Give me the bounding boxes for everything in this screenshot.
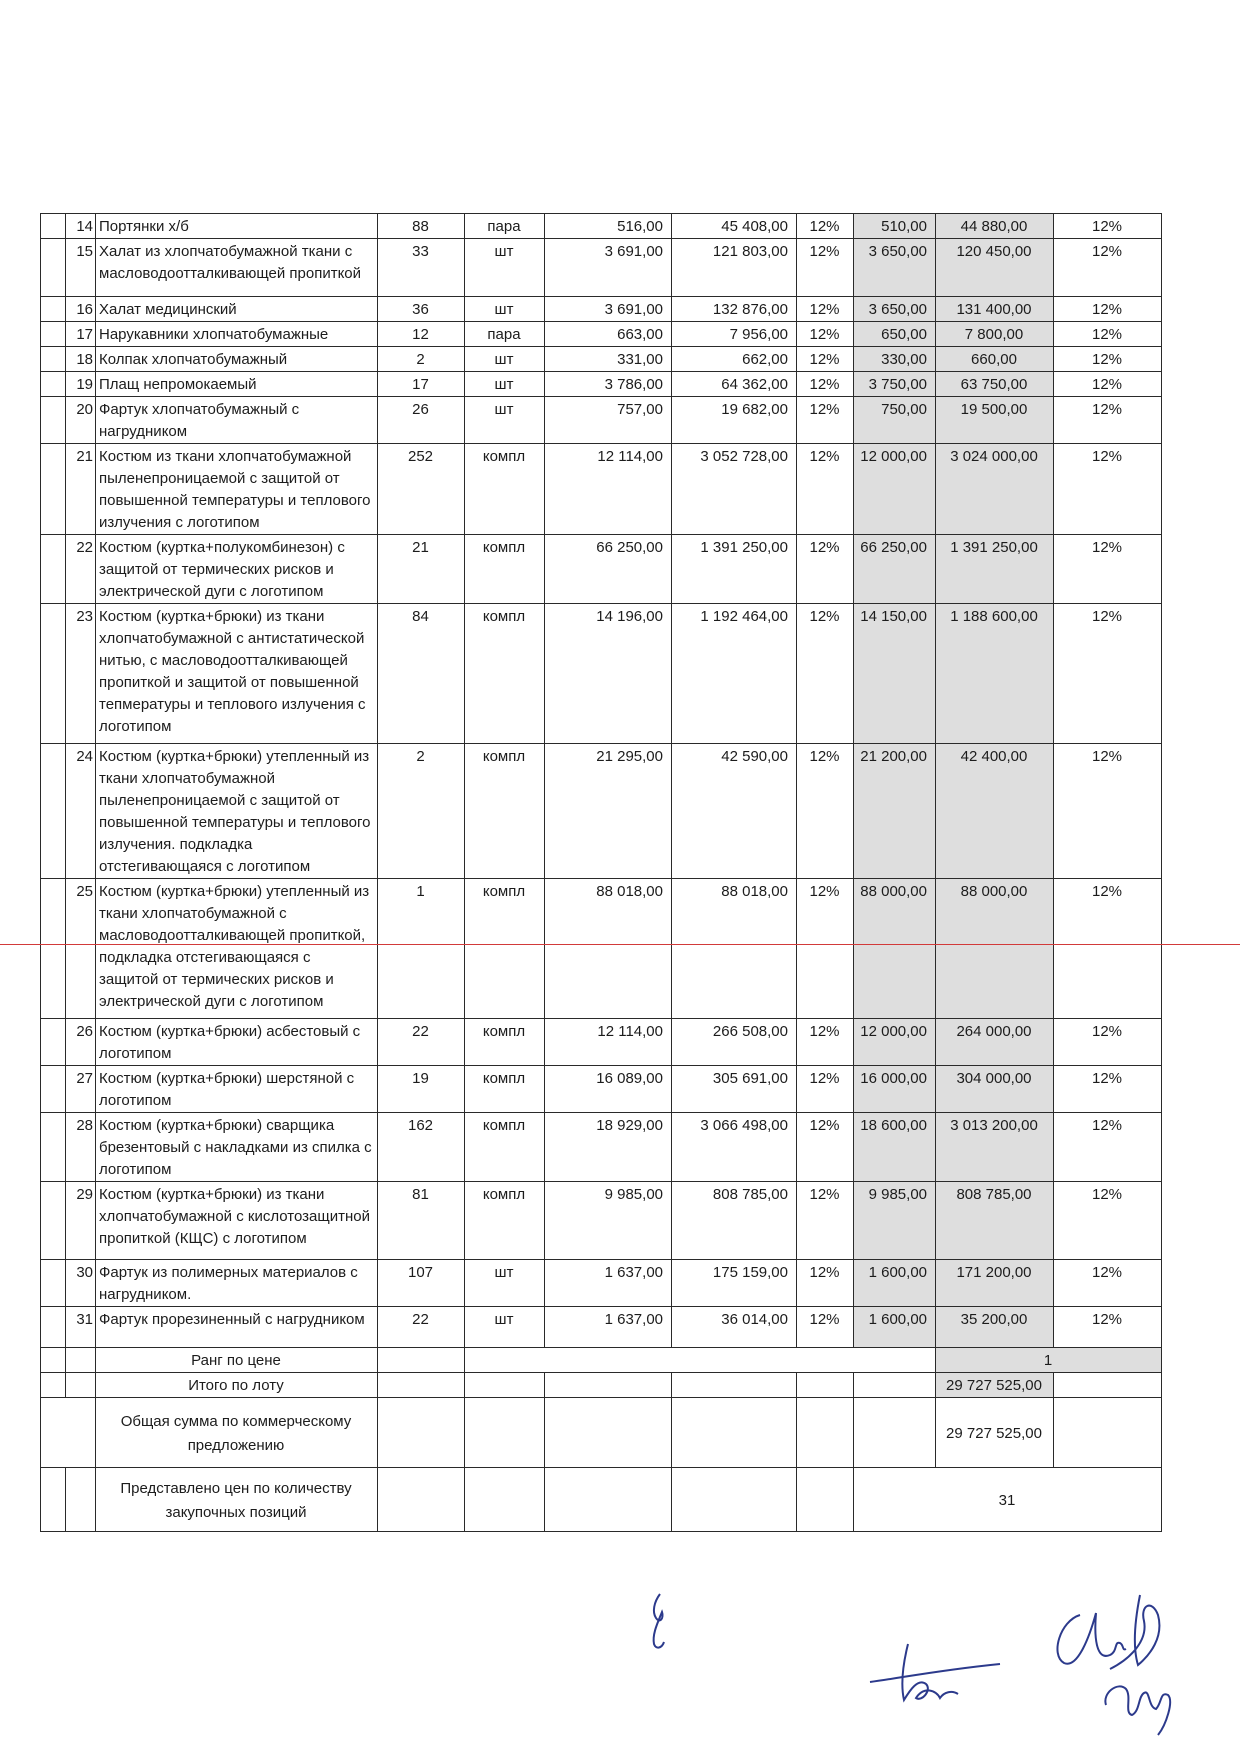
vat-original: 12% xyxy=(797,214,854,239)
item-unit: шт xyxy=(465,297,545,322)
rank-label: Ранг по цене xyxy=(96,1348,378,1373)
item-unit: шт xyxy=(465,239,545,297)
unit-price-original: 663,00 xyxy=(545,322,672,347)
vat-offer: 12% xyxy=(1054,1066,1162,1113)
blank-cell xyxy=(545,1468,672,1532)
positions-count-row xyxy=(41,1468,1162,1532)
vat-original: 12% xyxy=(797,744,854,879)
margin-cell xyxy=(41,744,66,879)
margin-cell xyxy=(41,1307,66,1348)
margin-cell xyxy=(41,347,66,372)
table-row xyxy=(41,1307,1162,1348)
vat-original: 12% xyxy=(797,1066,854,1113)
item-unit: шт xyxy=(465,347,545,372)
total-original: 88 018,00 xyxy=(672,879,797,1019)
total-offer: 88 000,00 xyxy=(936,879,1054,1019)
item-name: Костюм (куртка+брюки) шерстяной с логотипом xyxy=(96,1066,378,1113)
unit-price-offer: 66 250,00 xyxy=(854,535,936,604)
unit-price-offer: 12 000,00 xyxy=(854,444,936,535)
item-name: Плащ непромокаемый xyxy=(96,372,378,397)
vat-offer: 12% xyxy=(1054,444,1162,535)
total-offer: 3 024 000,00 xyxy=(936,444,1054,535)
total-original: 45 408,00 xyxy=(672,214,797,239)
row-number: 23 xyxy=(66,604,96,744)
table-row xyxy=(41,604,1162,744)
table-row xyxy=(41,1113,1162,1182)
total-offer: 264 000,00 xyxy=(936,1019,1054,1066)
item-quantity: 107 xyxy=(378,1260,465,1307)
item-name: Костюм (куртка+брюки) асбестовый с логотипом xyxy=(96,1019,378,1066)
blank-cell xyxy=(465,1468,545,1532)
item-quantity: 84 xyxy=(378,604,465,744)
item-unit: компл xyxy=(465,1182,545,1260)
blank-cell xyxy=(797,1468,854,1532)
unit-price-original: 3 691,00 xyxy=(545,297,672,322)
blank-cell xyxy=(378,1373,465,1398)
table-row xyxy=(41,444,1162,535)
total-offer: 171 200,00 xyxy=(936,1260,1054,1307)
margin-cell xyxy=(41,214,66,239)
margin-cell xyxy=(41,322,66,347)
total-original: 808 785,00 xyxy=(672,1182,797,1260)
row-number: 26 xyxy=(66,1019,96,1066)
total-offer: 35 200,00 xyxy=(936,1307,1054,1348)
total-original: 7 956,00 xyxy=(672,322,797,347)
total-offer: 7 800,00 xyxy=(936,322,1054,347)
unit-price-original: 16 089,00 xyxy=(545,1066,672,1113)
table-row xyxy=(41,397,1162,444)
vat-original: 12% xyxy=(797,297,854,322)
total-original: 19 682,00 xyxy=(672,397,797,444)
vat-offer: 12% xyxy=(1054,214,1162,239)
row-number: 22 xyxy=(66,535,96,604)
blank-cell xyxy=(797,1398,854,1468)
row-number: 29 xyxy=(66,1182,96,1260)
total-offer: 1 188 600,00 xyxy=(936,604,1054,744)
item-quantity: 22 xyxy=(378,1019,465,1066)
blank-cell xyxy=(41,1348,66,1373)
commercial-total-label: Общая сумма по коммерческому предложению xyxy=(96,1398,378,1468)
table-row xyxy=(41,1182,1162,1260)
unit-price-original: 66 250,00 xyxy=(545,535,672,604)
item-name: Колпак хлопчатобумажный xyxy=(96,347,378,372)
commercial-total-row xyxy=(41,1398,1162,1468)
item-name: Фартук хлопчатобумажный с нагрудником xyxy=(96,397,378,444)
vat-offer: 12% xyxy=(1054,1182,1162,1260)
item-name: Костюм (куртка+брюки) из ткани хлопчатобумажной с антистатической нитью, с масловодоотталкивающей пропиткой и защитой от повышенной тепмературы и теплового излучения с логотипом xyxy=(96,604,378,744)
total-original: 662,00 xyxy=(672,347,797,372)
item-quantity: 19 xyxy=(378,1066,465,1113)
blank-cell xyxy=(465,1373,545,1398)
unit-price-original: 516,00 xyxy=(545,214,672,239)
row-number: 31 xyxy=(66,1307,96,1348)
vat-offer: 12% xyxy=(1054,1113,1162,1182)
row-number: 27 xyxy=(66,1066,96,1113)
item-quantity: 2 xyxy=(378,744,465,879)
item-name: Фартук из полимерных материалов с нагрудником. xyxy=(96,1260,378,1307)
total-offer: 120 450,00 xyxy=(936,239,1054,297)
vat-offer: 12% xyxy=(1054,322,1162,347)
vat-original: 12% xyxy=(797,372,854,397)
total-offer: 1 391 250,00 xyxy=(936,535,1054,604)
blank-cell xyxy=(465,1348,936,1373)
unit-price-offer: 1 600,00 xyxy=(854,1307,936,1348)
vat-offer: 12% xyxy=(1054,297,1162,322)
unit-price-offer: 3 650,00 xyxy=(854,297,936,322)
scan-red-line xyxy=(0,944,1240,945)
item-name: Халат медицинский xyxy=(96,297,378,322)
unit-price-original: 12 114,00 xyxy=(545,1019,672,1066)
row-number: 15 xyxy=(66,239,96,297)
margin-cell xyxy=(41,372,66,397)
table-row xyxy=(41,297,1162,322)
handwritten-signature-icon xyxy=(1040,1585,1190,1745)
item-quantity: 33 xyxy=(378,239,465,297)
total-original: 266 508,00 xyxy=(672,1019,797,1066)
row-number: 16 xyxy=(66,297,96,322)
unit-price-offer: 3 650,00 xyxy=(854,239,936,297)
total-offer: 660,00 xyxy=(936,347,1054,372)
blank-cell xyxy=(797,1373,854,1398)
blank-cell xyxy=(672,1398,797,1468)
lot-total-value: 29 727 525,00 xyxy=(936,1373,1054,1398)
blank-cell xyxy=(1054,1398,1162,1468)
total-offer: 42 400,00 xyxy=(936,744,1054,879)
vat-offer: 12% xyxy=(1054,1019,1162,1066)
table-row xyxy=(41,214,1162,239)
item-unit: пара xyxy=(465,214,545,239)
total-original: 42 590,00 xyxy=(672,744,797,879)
margin-cell xyxy=(41,239,66,297)
margin-cell xyxy=(41,1113,66,1182)
total-original: 64 362,00 xyxy=(672,372,797,397)
lot-total-row xyxy=(41,1373,1162,1398)
vat-original: 12% xyxy=(797,444,854,535)
vat-offer: 12% xyxy=(1054,1260,1162,1307)
unit-price-offer: 330,00 xyxy=(854,347,936,372)
vat-offer: 12% xyxy=(1054,744,1162,879)
blank-cell xyxy=(854,1373,936,1398)
item-unit: шт xyxy=(465,372,545,397)
unit-price-original: 1 637,00 xyxy=(545,1260,672,1307)
item-unit: компл xyxy=(465,535,545,604)
blank-cell xyxy=(545,1373,672,1398)
price-comparison-table xyxy=(40,213,1162,1532)
unit-price-original: 88 018,00 xyxy=(545,879,672,1019)
table-row xyxy=(41,239,1162,297)
item-quantity: 1 xyxy=(378,879,465,1019)
commercial-total-value: 29 727 525,00 xyxy=(936,1398,1054,1468)
vat-original: 12% xyxy=(797,1307,854,1348)
table-footer xyxy=(41,1348,1162,1532)
margin-cell xyxy=(41,397,66,444)
row-number: 30 xyxy=(66,1260,96,1307)
lot-total-label: Итого по лоту xyxy=(96,1373,378,1398)
total-offer: 44 880,00 xyxy=(936,214,1054,239)
total-original: 132 876,00 xyxy=(672,297,797,322)
vat-offer: 12% xyxy=(1054,372,1162,397)
item-quantity: 21 xyxy=(378,535,465,604)
margin-cell xyxy=(41,444,66,535)
margin-cell xyxy=(41,879,66,1019)
rank-value: 1 xyxy=(936,1348,1162,1373)
item-quantity: 252 xyxy=(378,444,465,535)
unit-price-offer: 21 200,00 xyxy=(854,744,936,879)
vat-original: 12% xyxy=(797,535,854,604)
total-offer: 808 785,00 xyxy=(936,1182,1054,1260)
table-row xyxy=(41,372,1162,397)
row-number: 17 xyxy=(66,322,96,347)
total-offer: 19 500,00 xyxy=(936,397,1054,444)
total-original: 1 391 250,00 xyxy=(672,535,797,604)
unit-price-offer: 14 150,00 xyxy=(854,604,936,744)
margin-cell xyxy=(41,1019,66,1066)
total-offer: 304 000,00 xyxy=(936,1066,1054,1113)
row-number: 24 xyxy=(66,744,96,879)
blank-cell xyxy=(66,1468,96,1532)
item-quantity: 36 xyxy=(378,297,465,322)
item-unit: компл xyxy=(465,1113,545,1182)
blank-cell xyxy=(378,1468,465,1532)
blank-cell xyxy=(672,1468,797,1532)
item-name: Портянки х/б xyxy=(96,214,378,239)
unit-price-original: 12 114,00 xyxy=(545,444,672,535)
vat-offer: 12% xyxy=(1054,535,1162,604)
unit-price-offer: 750,00 xyxy=(854,397,936,444)
total-original: 175 159,00 xyxy=(672,1260,797,1307)
total-original: 121 803,00 xyxy=(672,239,797,297)
item-quantity: 81 xyxy=(378,1182,465,1260)
blank-cell xyxy=(545,1398,672,1468)
blank-cell xyxy=(66,1373,96,1398)
total-original: 1 192 464,00 xyxy=(672,604,797,744)
item-quantity: 88 xyxy=(378,214,465,239)
item-unit: компл xyxy=(465,879,545,1019)
unit-price-original: 3 691,00 xyxy=(545,239,672,297)
unit-price-original: 18 929,00 xyxy=(545,1113,672,1182)
unit-price-offer: 12 000,00 xyxy=(854,1019,936,1066)
vat-offer: 12% xyxy=(1054,1307,1162,1348)
item-quantity: 12 xyxy=(378,322,465,347)
blank-cell xyxy=(672,1373,797,1398)
margin-cell xyxy=(41,604,66,744)
blank-cell xyxy=(465,1398,545,1468)
item-name: Костюм (куртка+полукомбинезон) с защитой от термических рисков и электрической дуги с логотипом xyxy=(96,535,378,604)
row-number: 28 xyxy=(66,1113,96,1182)
unit-price-original: 757,00 xyxy=(545,397,672,444)
margin-cell xyxy=(41,1066,66,1113)
item-unit: компл xyxy=(465,444,545,535)
total-original: 3 066 498,00 xyxy=(672,1113,797,1182)
item-quantity: 22 xyxy=(378,1307,465,1348)
item-name: Костюм из ткани хлопчатобумажной пыленепроницаемой с защитой от повышенной температуры и теплового излучения с логотипом xyxy=(96,444,378,535)
vat-original: 12% xyxy=(797,1182,854,1260)
unit-price-offer: 88 000,00 xyxy=(854,879,936,1019)
blank-cell xyxy=(1054,1373,1162,1398)
margin-cell xyxy=(41,1260,66,1307)
total-offer: 131 400,00 xyxy=(936,297,1054,322)
unit-price-offer: 16 000,00 xyxy=(854,1066,936,1113)
handwritten-mark-icon xyxy=(640,1590,680,1660)
margin-cell xyxy=(41,1182,66,1260)
row-number: 18 xyxy=(66,347,96,372)
table-row xyxy=(41,1019,1162,1066)
item-quantity: 26 xyxy=(378,397,465,444)
table-body xyxy=(41,214,1162,1348)
item-name: Костюм (куртка+брюки) из ткани хлопчатобумажной с кислотозащитной пропиткой (КЩС) с логотипом xyxy=(96,1182,378,1260)
item-quantity: 2 xyxy=(378,347,465,372)
item-unit: шт xyxy=(465,1260,545,1307)
item-unit: компл xyxy=(465,604,545,744)
vat-offer: 12% xyxy=(1054,879,1162,1019)
unit-price-offer: 1 600,00 xyxy=(854,1260,936,1307)
total-original: 3 052 728,00 xyxy=(672,444,797,535)
row-number: 20 xyxy=(66,397,96,444)
item-unit: пара xyxy=(465,322,545,347)
item-quantity: 17 xyxy=(378,372,465,397)
total-original: 36 014,00 xyxy=(672,1307,797,1348)
rank-row xyxy=(41,1348,1162,1373)
unit-price-original: 1 637,00 xyxy=(545,1307,672,1348)
margin-cell xyxy=(41,297,66,322)
unit-price-original: 331,00 xyxy=(545,347,672,372)
blank-cell xyxy=(66,1348,96,1373)
vat-original: 12% xyxy=(797,1260,854,1307)
item-name: Халат из хлопчатобумажной ткани с масловодоотталкивающей пропиткой xyxy=(96,239,378,297)
vat-original: 12% xyxy=(797,347,854,372)
table-row xyxy=(41,347,1162,372)
vat-offer: 12% xyxy=(1054,239,1162,297)
vat-original: 12% xyxy=(797,1019,854,1066)
vat-offer: 12% xyxy=(1054,397,1162,444)
vat-original: 12% xyxy=(797,322,854,347)
positions-count-label: Представлено цен по количеству закупочных позиций xyxy=(96,1468,378,1532)
handwritten-signature-icon xyxy=(860,1620,1010,1710)
total-original: 305 691,00 xyxy=(672,1066,797,1113)
blank-cell xyxy=(378,1348,465,1373)
unit-price-original: 9 985,00 xyxy=(545,1182,672,1260)
blank-cell xyxy=(41,1468,66,1532)
row-number: 21 xyxy=(66,444,96,535)
vat-original: 12% xyxy=(797,879,854,1019)
total-offer: 3 013 200,00 xyxy=(936,1113,1054,1182)
item-name: Нарукавники хлопчатобумажные xyxy=(96,322,378,347)
item-unit: компл xyxy=(465,1066,545,1113)
table-row xyxy=(41,744,1162,879)
item-name: Костюм (куртка+брюки) утепленный из ткани хлопчатобумажной с масловодоотталкивающей пропиткой, подкладка отстегивающаяся с защитой от термических рисков и электрической дуги с логотипом xyxy=(96,879,378,1019)
row-number: 19 xyxy=(66,372,96,397)
unit-price-offer: 9 985,00 xyxy=(854,1182,936,1260)
row-number: 25 xyxy=(66,879,96,1019)
table-row xyxy=(41,535,1162,604)
margin-cell xyxy=(41,535,66,604)
vat-original: 12% xyxy=(797,604,854,744)
blank-cell xyxy=(854,1398,936,1468)
positions-count-value: 31 xyxy=(854,1468,1162,1532)
unit-price-offer: 510,00 xyxy=(854,214,936,239)
vat-original: 12% xyxy=(797,397,854,444)
item-unit: компл xyxy=(465,744,545,879)
table-row xyxy=(41,879,1162,1019)
vat-offer: 12% xyxy=(1054,347,1162,372)
table-row xyxy=(41,1066,1162,1113)
vat-offer: 12% xyxy=(1054,604,1162,744)
row-number: 14 xyxy=(66,214,96,239)
item-unit: шт xyxy=(465,1307,545,1348)
item-unit: шт xyxy=(465,397,545,444)
unit-price-offer: 18 600,00 xyxy=(854,1113,936,1182)
unit-price-offer: 650,00 xyxy=(854,322,936,347)
unit-price-original: 3 786,00 xyxy=(545,372,672,397)
item-quantity: 162 xyxy=(378,1113,465,1182)
table-row xyxy=(41,322,1162,347)
blank-cell xyxy=(378,1398,465,1468)
total-offer: 63 750,00 xyxy=(936,372,1054,397)
item-name: Костюм (куртка+брюки) утепленный из ткани хлопчатобумажной пыленепроницаемой с защитой от повышенной температуры и теплового излучения. подкладка отстегивающаяся с логотипом xyxy=(96,744,378,879)
vat-original: 12% xyxy=(797,239,854,297)
item-name: Костюм (куртка+брюки) сварщика брезентовый с накладками из спилка с логотипом xyxy=(96,1113,378,1182)
table-row xyxy=(41,1260,1162,1307)
unit-price-original: 14 196,00 xyxy=(545,604,672,744)
item-unit: компл xyxy=(465,1019,545,1066)
vat-original: 12% xyxy=(797,1113,854,1182)
unit-price-original: 21 295,00 xyxy=(545,744,672,879)
blank-cell xyxy=(41,1373,66,1398)
item-name: Фартук прорезиненный с нагрудником xyxy=(96,1307,378,1348)
unit-price-offer: 3 750,00 xyxy=(854,372,936,397)
blank-cell xyxy=(41,1398,96,1468)
